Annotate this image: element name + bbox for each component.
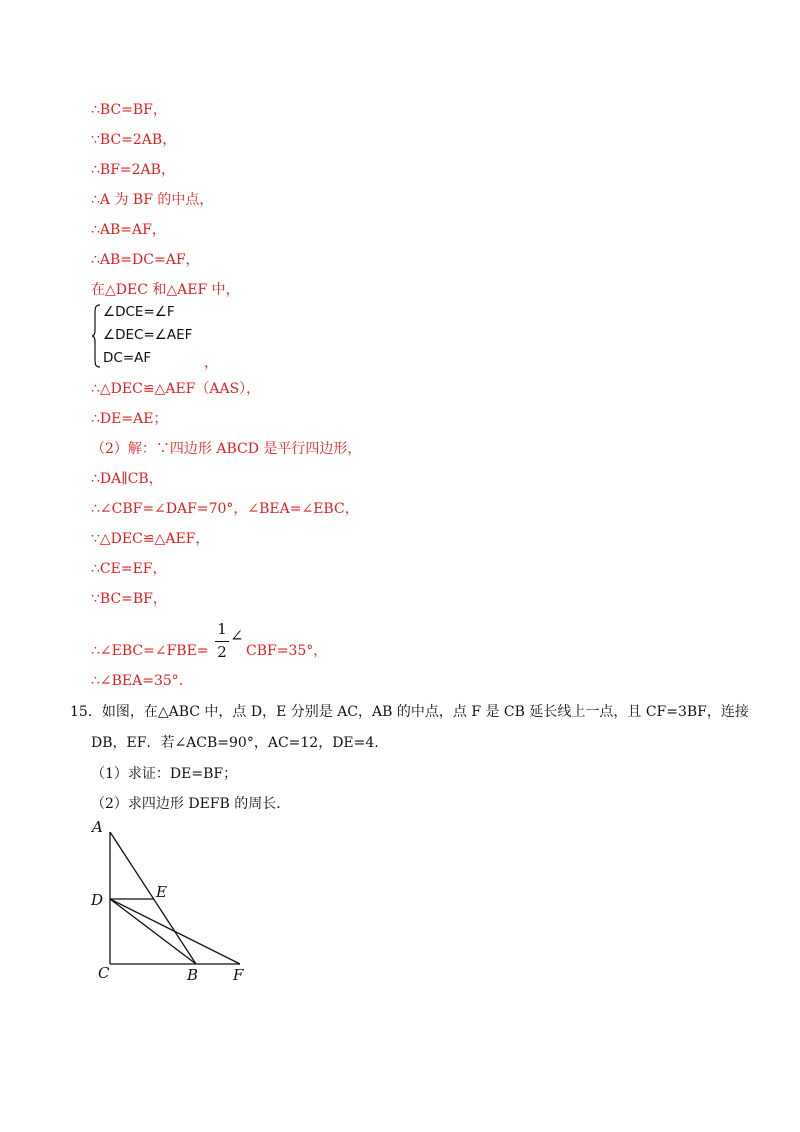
solution-line-8: ∴△DEC≌△AEF（AAS）， <box>91 381 261 397</box>
solution-line-7: 在△DEC 和△AEF 中， <box>91 282 240 298</box>
solution-line-10: （2）解：∵四边形 ABCD 是平行四边形， <box>91 441 362 457</box>
system-row-2: ∠DEC=∠AEF <box>103 327 193 343</box>
solution-line-3: ∴BF=2AB， <box>91 162 175 178</box>
segment-AB <box>110 832 196 964</box>
solution-line-5: ∴AB=AF， <box>91 222 166 238</box>
solution-line-1: ∴BC=BF， <box>91 102 167 118</box>
problem-15-part-1: （1）求证：DE=BF； <box>91 766 238 782</box>
label-D: D <box>91 891 104 909</box>
equation-system <box>91 304 221 370</box>
fraction-numerator: 1 <box>217 620 227 638</box>
solution-line-13: ∵△DEC≌△AEF， <box>91 531 210 547</box>
problem-15-line-1: 15．如图，在△ABC 中，点 D，E 分别是 AC，AB 的中点，点 F 是 CB 延长线上一点，且 CF=3BF，连接 <box>70 704 749 720</box>
problem-15-line-2: DB，EF．若∠ACB=90°，AC=12，DE=4. <box>91 735 379 751</box>
solution-line-12: ∴∠CBF=∠DAF=70°，∠BEA=∠EBC， <box>91 501 359 517</box>
solution-line-14: ∴CE=EF， <box>91 561 167 577</box>
fraction-line-prefix: ∴∠EBC=∠FBE= <box>91 643 209 659</box>
solution-line-9: ∴DE=AE； <box>91 411 168 427</box>
solution-line-11: ∴DA∥CB， <box>91 471 163 487</box>
label-B: B <box>187 966 199 984</box>
fraction-one-half <box>214 620 230 664</box>
label-F: F <box>233 966 244 984</box>
segment-DB <box>110 899 196 964</box>
solution-line-2: ∵BC=2AB， <box>91 132 177 148</box>
angle-symbol: ∠ <box>230 626 244 645</box>
system-comma: ， <box>204 355 218 371</box>
solution-final-line: ∴∠BEA=35°. <box>91 673 184 689</box>
fraction-bar <box>215 641 229 642</box>
brace-icon <box>91 304 101 368</box>
solution-line-15: ∵BC=BF， <box>91 591 167 607</box>
triangle-figure <box>80 812 260 987</box>
solution-line-6: ∴AB=DC=AF， <box>91 252 200 268</box>
segment-DF <box>110 899 240 964</box>
problem-15-part-2: （2）求四边形 DEFB 的周长． <box>91 796 291 812</box>
fraction-denominator: 2 <box>217 643 227 661</box>
label-E: E <box>156 883 167 901</box>
system-row-1: ∠DCE=∠F <box>103 304 175 320</box>
solution-line-4: ∴A 为 BF 的中点， <box>91 192 214 208</box>
label-C: C <box>98 964 110 982</box>
system-row-3: DC=AF <box>103 350 152 366</box>
fraction-line-suffix: CBF=35°， <box>246 643 328 659</box>
label-A: A <box>92 818 103 836</box>
